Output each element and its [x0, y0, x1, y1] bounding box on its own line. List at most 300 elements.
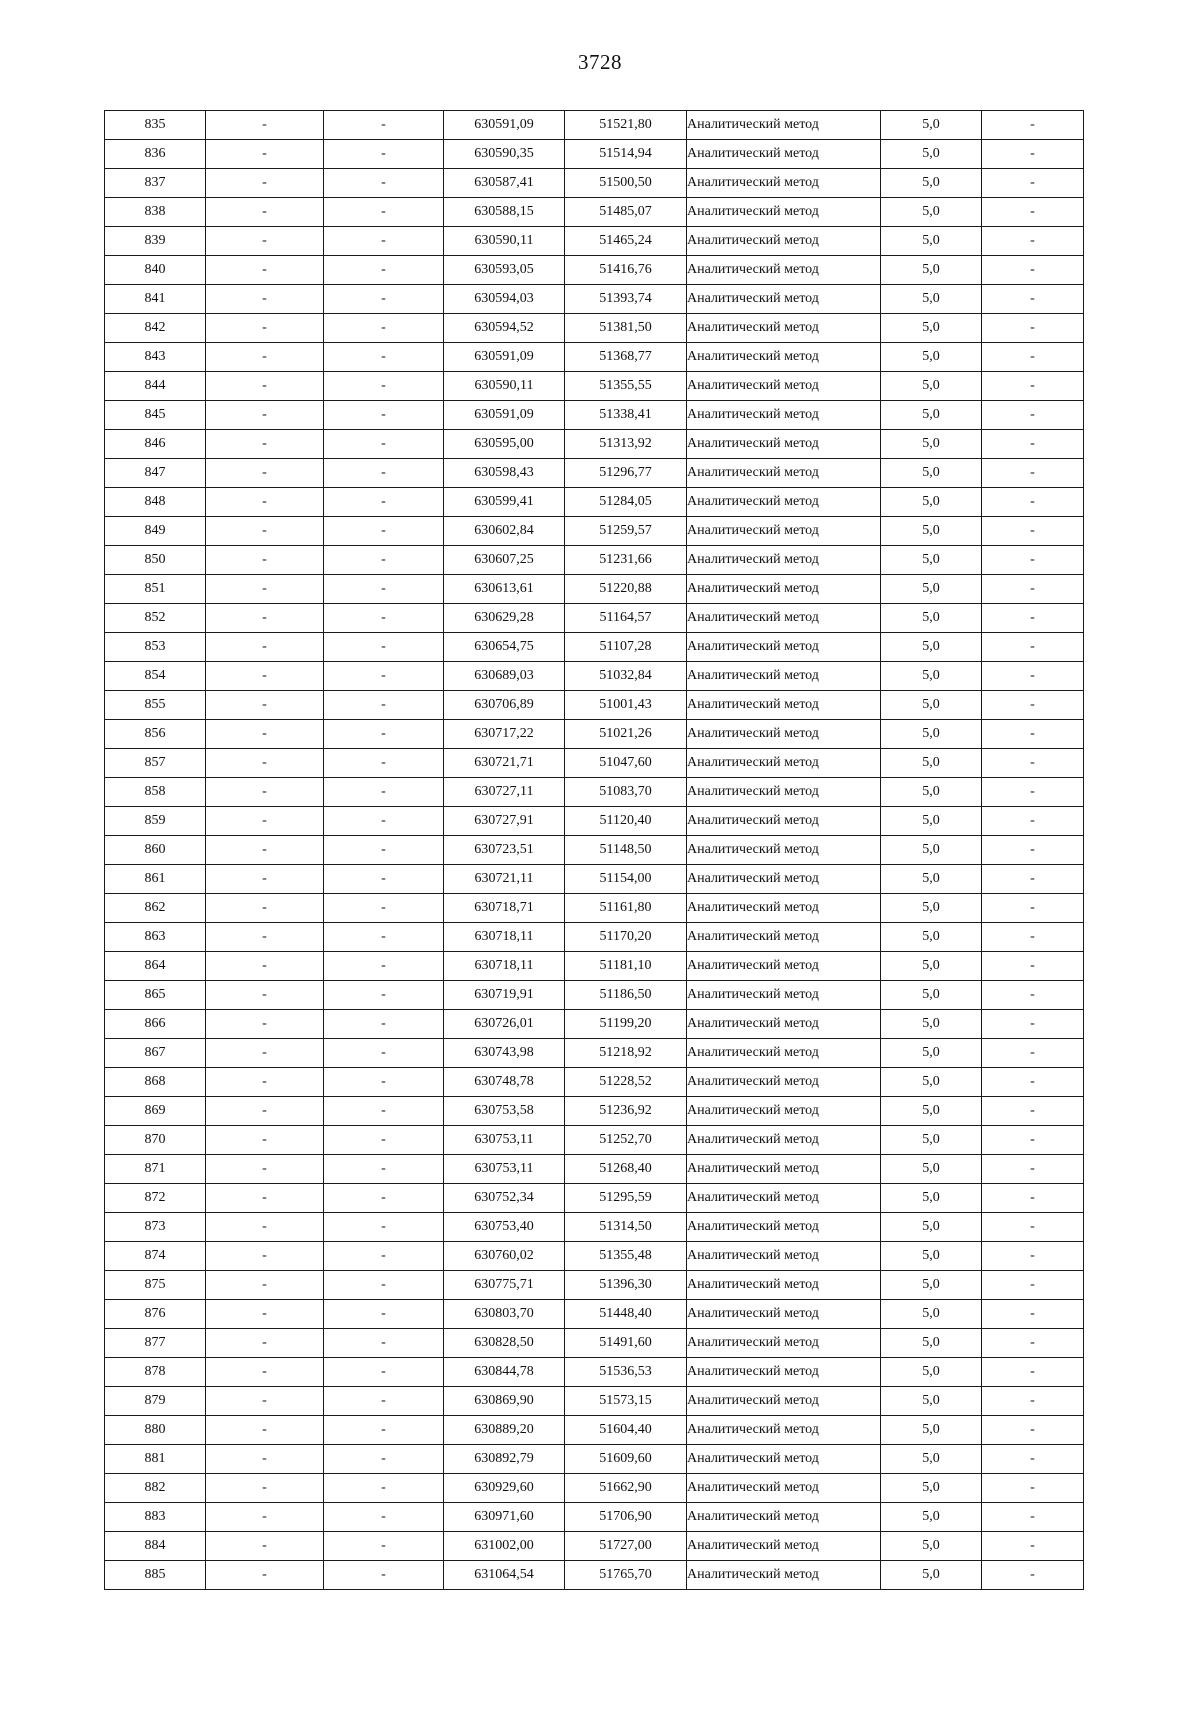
empty-cell: - — [324, 1242, 444, 1271]
table-row — [105, 1155, 1084, 1184]
table-row — [105, 111, 1084, 140]
empty-cell: - — [324, 1271, 444, 1300]
method-cell: Аналитический метод — [687, 1300, 881, 1329]
empty-cell: - — [206, 1213, 324, 1242]
empty-cell: - — [206, 343, 324, 372]
empty-cell: - — [324, 1329, 444, 1358]
x-coordinate-cell: 630727,91 — [444, 807, 565, 836]
empty-cell: - — [982, 1416, 1084, 1445]
empty-cell: - — [206, 1387, 324, 1416]
x-coordinate-cell: 630718,11 — [444, 923, 565, 952]
empty-cell: - — [206, 952, 324, 981]
error-cell: 5,0 — [881, 604, 982, 633]
x-coordinate-cell: 630721,11 — [444, 865, 565, 894]
table-row — [105, 1271, 1084, 1300]
x-coordinate-cell: 630590,11 — [444, 372, 565, 401]
method-cell: Аналитический метод — [687, 981, 881, 1010]
point-number-cell: 839 — [105, 227, 206, 256]
point-number-cell: 855 — [105, 691, 206, 720]
empty-cell: - — [324, 807, 444, 836]
x-coordinate-cell: 630595,00 — [444, 430, 565, 459]
empty-cell: - — [324, 1445, 444, 1474]
x-coordinate-cell: 630753,11 — [444, 1155, 565, 1184]
point-number-cell: 874 — [105, 1242, 206, 1271]
method-cell: Аналитический метод — [687, 1329, 881, 1358]
method-cell: Аналитический метод — [687, 256, 881, 285]
x-coordinate-cell: 630743,98 — [444, 1039, 565, 1068]
method-cell: Аналитический метод — [687, 1445, 881, 1474]
method-cell: Аналитический метод — [687, 488, 881, 517]
point-number-cell: 883 — [105, 1503, 206, 1532]
error-cell: 5,0 — [881, 459, 982, 488]
table-row — [105, 1126, 1084, 1155]
empty-cell: - — [206, 314, 324, 343]
empty-cell: - — [324, 662, 444, 691]
empty-cell: - — [206, 1561, 324, 1590]
method-cell: Аналитический метод — [687, 1155, 881, 1184]
empty-cell: - — [206, 459, 324, 488]
error-cell: 5,0 — [881, 1329, 982, 1358]
table-row — [105, 372, 1084, 401]
method-cell: Аналитический метод — [687, 1068, 881, 1097]
empty-cell: - — [324, 1213, 444, 1242]
y-coordinate-cell: 51107,28 — [565, 633, 687, 662]
point-number-cell: 851 — [105, 575, 206, 604]
empty-cell: - — [324, 1155, 444, 1184]
y-coordinate-cell: 51199,20 — [565, 1010, 687, 1039]
error-cell: 5,0 — [881, 314, 982, 343]
x-coordinate-cell: 630587,41 — [444, 169, 565, 198]
point-number-cell: 860 — [105, 836, 206, 865]
empty-cell: - — [982, 1126, 1084, 1155]
empty-cell: - — [206, 1097, 324, 1126]
error-cell: 5,0 — [881, 111, 982, 140]
table-row — [105, 778, 1084, 807]
point-number-cell: 853 — [105, 633, 206, 662]
empty-cell: - — [206, 894, 324, 923]
y-coordinate-cell: 51500,50 — [565, 169, 687, 198]
empty-cell: - — [982, 1387, 1084, 1416]
error-cell: 5,0 — [881, 1445, 982, 1474]
empty-cell: - — [324, 198, 444, 227]
empty-cell: - — [324, 169, 444, 198]
error-cell: 5,0 — [881, 1503, 982, 1532]
table-row — [105, 1213, 1084, 1242]
point-number-cell: 835 — [105, 111, 206, 140]
empty-cell: - — [324, 778, 444, 807]
empty-cell: - — [206, 1300, 324, 1329]
x-coordinate-cell: 630588,15 — [444, 198, 565, 227]
x-coordinate-cell: 630590,11 — [444, 227, 565, 256]
x-coordinate-cell: 630844,78 — [444, 1358, 565, 1387]
empty-cell: - — [982, 430, 1084, 459]
point-number-cell: 879 — [105, 1387, 206, 1416]
empty-cell: - — [324, 749, 444, 778]
error-cell: 5,0 — [881, 140, 982, 169]
method-cell: Аналитический метод — [687, 1126, 881, 1155]
point-number-cell: 861 — [105, 865, 206, 894]
y-coordinate-cell: 51047,60 — [565, 749, 687, 778]
table-row — [105, 865, 1084, 894]
x-coordinate-cell: 630726,01 — [444, 1010, 565, 1039]
empty-cell: - — [324, 111, 444, 140]
table-row — [105, 691, 1084, 720]
empty-cell: - — [206, 1532, 324, 1561]
x-coordinate-cell: 630971,60 — [444, 1503, 565, 1532]
empty-cell: - — [324, 488, 444, 517]
table-body — [105, 111, 1084, 1590]
table-row — [105, 401, 1084, 430]
y-coordinate-cell: 51609,60 — [565, 1445, 687, 1474]
error-cell: 5,0 — [881, 546, 982, 575]
empty-cell: - — [206, 749, 324, 778]
empty-cell: - — [982, 372, 1084, 401]
error-cell: 5,0 — [881, 1213, 982, 1242]
y-coordinate-cell: 51355,55 — [565, 372, 687, 401]
x-coordinate-cell: 630760,02 — [444, 1242, 565, 1271]
empty-cell: - — [206, 981, 324, 1010]
empty-cell: - — [324, 401, 444, 430]
method-cell: Аналитический метод — [687, 778, 881, 807]
empty-cell: - — [324, 1039, 444, 1068]
point-number-cell: 868 — [105, 1068, 206, 1097]
error-cell: 5,0 — [881, 1242, 982, 1271]
table-row — [105, 198, 1084, 227]
empty-cell: - — [206, 1416, 324, 1445]
empty-cell: - — [324, 1474, 444, 1503]
empty-cell: - — [324, 633, 444, 662]
x-coordinate-cell: 630590,35 — [444, 140, 565, 169]
empty-cell: - — [206, 285, 324, 314]
empty-cell: - — [982, 807, 1084, 836]
method-cell: Аналитический метод — [687, 314, 881, 343]
x-coordinate-cell: 630594,52 — [444, 314, 565, 343]
empty-cell: - — [324, 372, 444, 401]
method-cell: Аналитический метод — [687, 401, 881, 430]
empty-cell: - — [206, 1271, 324, 1300]
method-cell: Аналитический метод — [687, 749, 881, 778]
table-row — [105, 604, 1084, 633]
empty-cell: - — [982, 749, 1084, 778]
point-number-cell: 877 — [105, 1329, 206, 1358]
empty-cell: - — [324, 256, 444, 285]
x-coordinate-cell: 630607,25 — [444, 546, 565, 575]
page-number: 3728 — [578, 50, 622, 74]
empty-cell: - — [324, 575, 444, 604]
x-coordinate-cell: 631002,00 — [444, 1532, 565, 1561]
y-coordinate-cell: 51218,92 — [565, 1039, 687, 1068]
method-cell: Аналитический метод — [687, 169, 881, 198]
empty-cell: - — [982, 633, 1084, 662]
empty-cell: - — [324, 1068, 444, 1097]
y-coordinate-cell: 51228,52 — [565, 1068, 687, 1097]
method-cell: Аналитический метод — [687, 894, 881, 923]
x-coordinate-cell: 630718,11 — [444, 952, 565, 981]
empty-cell: - — [206, 604, 324, 633]
empty-cell: - — [324, 1416, 444, 1445]
method-cell: Аналитический метод — [687, 575, 881, 604]
method-cell: Аналитический метод — [687, 227, 881, 256]
method-cell: Аналитический метод — [687, 546, 881, 575]
table-row — [105, 1242, 1084, 1271]
x-coordinate-cell: 630591,09 — [444, 111, 565, 140]
error-cell: 5,0 — [881, 1561, 982, 1590]
empty-cell: - — [206, 1039, 324, 1068]
table-row — [105, 1097, 1084, 1126]
table-row — [105, 1068, 1084, 1097]
y-coordinate-cell: 51259,57 — [565, 517, 687, 546]
y-coordinate-cell: 51706,90 — [565, 1503, 687, 1532]
table-row — [105, 575, 1084, 604]
x-coordinate-cell: 630752,34 — [444, 1184, 565, 1213]
error-cell: 5,0 — [881, 836, 982, 865]
y-coordinate-cell: 51662,90 — [565, 1474, 687, 1503]
empty-cell: - — [324, 517, 444, 546]
empty-cell: - — [982, 720, 1084, 749]
point-number-cell: 866 — [105, 1010, 206, 1039]
empty-cell: - — [982, 1561, 1084, 1590]
point-number-cell: 847 — [105, 459, 206, 488]
empty-cell: - — [206, 865, 324, 894]
y-coordinate-cell: 51170,20 — [565, 923, 687, 952]
method-cell: Аналитический метод — [687, 430, 881, 459]
empty-cell: - — [982, 1155, 1084, 1184]
y-coordinate-cell: 51083,70 — [565, 778, 687, 807]
x-coordinate-cell: 630753,11 — [444, 1126, 565, 1155]
empty-cell: - — [982, 1474, 1084, 1503]
y-coordinate-cell: 51236,92 — [565, 1097, 687, 1126]
empty-cell: - — [206, 169, 324, 198]
error-cell: 5,0 — [881, 285, 982, 314]
empty-cell: - — [982, 488, 1084, 517]
empty-cell: - — [206, 1503, 324, 1532]
empty-cell: - — [206, 1329, 324, 1358]
error-cell: 5,0 — [881, 169, 982, 198]
point-number-cell: 856 — [105, 720, 206, 749]
table-row — [105, 807, 1084, 836]
error-cell: 5,0 — [881, 1271, 982, 1300]
error-cell: 5,0 — [881, 662, 982, 691]
method-cell: Аналитический метод — [687, 633, 881, 662]
x-coordinate-cell: 630929,60 — [444, 1474, 565, 1503]
empty-cell: - — [206, 923, 324, 952]
empty-cell: - — [982, 169, 1084, 198]
y-coordinate-cell: 51164,57 — [565, 604, 687, 633]
empty-cell: - — [324, 720, 444, 749]
empty-cell: - — [206, 256, 324, 285]
empty-cell: - — [206, 488, 324, 517]
point-number-cell: 884 — [105, 1532, 206, 1561]
x-coordinate-cell: 631064,54 — [444, 1561, 565, 1590]
point-number-cell: 880 — [105, 1416, 206, 1445]
y-coordinate-cell: 51727,00 — [565, 1532, 687, 1561]
empty-cell: - — [982, 1445, 1084, 1474]
empty-cell: - — [982, 285, 1084, 314]
y-coordinate-cell: 51368,77 — [565, 343, 687, 372]
point-number-cell: 848 — [105, 488, 206, 517]
table-row — [105, 662, 1084, 691]
method-cell: Аналитический метод — [687, 1271, 881, 1300]
error-cell: 5,0 — [881, 198, 982, 227]
table-row — [105, 343, 1084, 372]
x-coordinate-cell: 630593,05 — [444, 256, 565, 285]
y-coordinate-cell: 51161,80 — [565, 894, 687, 923]
error-cell: 5,0 — [881, 720, 982, 749]
method-cell: Аналитический метод — [687, 140, 881, 169]
table-row — [105, 952, 1084, 981]
table-row — [105, 749, 1084, 778]
empty-cell: - — [324, 1126, 444, 1155]
empty-cell: - — [206, 720, 324, 749]
table-row — [105, 1561, 1084, 1590]
point-number-cell: 841 — [105, 285, 206, 314]
error-cell: 5,0 — [881, 1532, 982, 1561]
table-row — [105, 923, 1084, 952]
empty-cell: - — [206, 1010, 324, 1039]
method-cell: Аналитический метод — [687, 1503, 881, 1532]
error-cell: 5,0 — [881, 401, 982, 430]
empty-cell: - — [206, 1155, 324, 1184]
table-row — [105, 1532, 1084, 1561]
method-cell: Аналитический метод — [687, 1416, 881, 1445]
table-row — [105, 1358, 1084, 1387]
coordinates-table — [104, 110, 1084, 1590]
table-row — [105, 1387, 1084, 1416]
y-coordinate-cell: 51220,88 — [565, 575, 687, 604]
error-cell: 5,0 — [881, 981, 982, 1010]
empty-cell: - — [206, 198, 324, 227]
empty-cell: - — [206, 807, 324, 836]
empty-cell: - — [324, 1300, 444, 1329]
method-cell: Аналитический метод — [687, 198, 881, 227]
method-cell: Аналитический метод — [687, 343, 881, 372]
table-row — [105, 836, 1084, 865]
empty-cell: - — [982, 256, 1084, 285]
empty-cell: - — [324, 1561, 444, 1590]
empty-cell: - — [982, 459, 1084, 488]
error-cell: 5,0 — [881, 1358, 982, 1387]
empty-cell: - — [982, 1358, 1084, 1387]
method-cell: Аналитический метод — [687, 952, 881, 981]
error-cell: 5,0 — [881, 865, 982, 894]
empty-cell: - — [982, 1184, 1084, 1213]
empty-cell: - — [982, 1329, 1084, 1358]
point-number-cell: 875 — [105, 1271, 206, 1300]
empty-cell: - — [982, 1097, 1084, 1126]
empty-cell: - — [982, 140, 1084, 169]
table-row — [105, 488, 1084, 517]
x-coordinate-cell: 630748,78 — [444, 1068, 565, 1097]
error-cell: 5,0 — [881, 1126, 982, 1155]
error-cell: 5,0 — [881, 1387, 982, 1416]
table-row — [105, 256, 1084, 285]
x-coordinate-cell: 630719,91 — [444, 981, 565, 1010]
error-cell: 5,0 — [881, 256, 982, 285]
method-cell: Аналитический метод — [687, 1387, 881, 1416]
empty-cell: - — [206, 1184, 324, 1213]
empty-cell: - — [982, 923, 1084, 952]
point-number-cell: 881 — [105, 1445, 206, 1474]
error-cell: 5,0 — [881, 894, 982, 923]
empty-cell: - — [206, 1474, 324, 1503]
error-cell: 5,0 — [881, 488, 982, 517]
method-cell: Аналитический метод — [687, 1561, 881, 1590]
y-coordinate-cell: 51381,50 — [565, 314, 687, 343]
x-coordinate-cell: 630689,03 — [444, 662, 565, 691]
empty-cell: - — [324, 1532, 444, 1561]
table-row — [105, 459, 1084, 488]
y-coordinate-cell: 51296,77 — [565, 459, 687, 488]
table-row — [105, 1445, 1084, 1474]
error-cell: 5,0 — [881, 778, 982, 807]
empty-cell: - — [324, 691, 444, 720]
error-cell: 5,0 — [881, 952, 982, 981]
y-coordinate-cell: 51295,59 — [565, 1184, 687, 1213]
x-coordinate-cell: 630753,58 — [444, 1097, 565, 1126]
empty-cell: - — [982, 662, 1084, 691]
empty-cell: - — [982, 401, 1084, 430]
empty-cell: - — [982, 111, 1084, 140]
empty-cell: - — [324, 1387, 444, 1416]
empty-cell: - — [324, 140, 444, 169]
table-row — [105, 1503, 1084, 1532]
empty-cell: - — [324, 894, 444, 923]
empty-cell: - — [982, 1532, 1084, 1561]
error-cell: 5,0 — [881, 749, 982, 778]
x-coordinate-cell: 630654,75 — [444, 633, 565, 662]
y-coordinate-cell: 51268,40 — [565, 1155, 687, 1184]
point-number-cell: 863 — [105, 923, 206, 952]
table-row — [105, 430, 1084, 459]
point-number-cell: 870 — [105, 1126, 206, 1155]
table-row — [105, 1300, 1084, 1329]
method-cell: Аналитический метод — [687, 1474, 881, 1503]
empty-cell: - — [982, 227, 1084, 256]
y-coordinate-cell: 51231,66 — [565, 546, 687, 575]
point-number-cell: 850 — [105, 546, 206, 575]
y-coordinate-cell: 51416,76 — [565, 256, 687, 285]
empty-cell: - — [206, 430, 324, 459]
table-row — [105, 1010, 1084, 1039]
empty-cell: - — [982, 604, 1084, 633]
empty-cell: - — [206, 778, 324, 807]
x-coordinate-cell: 630599,41 — [444, 488, 565, 517]
empty-cell: - — [206, 575, 324, 604]
method-cell: Аналитический метод — [687, 517, 881, 546]
table-row — [105, 1416, 1084, 1445]
method-cell: Аналитический метод — [687, 923, 881, 952]
empty-cell: - — [324, 1503, 444, 1532]
empty-cell: - — [206, 546, 324, 575]
x-coordinate-cell: 630727,11 — [444, 778, 565, 807]
x-coordinate-cell: 630775,71 — [444, 1271, 565, 1300]
point-number-cell: 865 — [105, 981, 206, 1010]
x-coordinate-cell: 630889,20 — [444, 1416, 565, 1445]
table-row — [105, 517, 1084, 546]
error-cell: 5,0 — [881, 1155, 982, 1184]
method-cell: Аналитический метод — [687, 459, 881, 488]
empty-cell: - — [982, 1242, 1084, 1271]
table-row — [105, 285, 1084, 314]
x-coordinate-cell: 630591,09 — [444, 401, 565, 430]
table-row — [105, 227, 1084, 256]
point-number-cell: 867 — [105, 1039, 206, 1068]
point-number-cell: 840 — [105, 256, 206, 285]
method-cell: Аналитический метод — [687, 1010, 881, 1039]
y-coordinate-cell: 51393,74 — [565, 285, 687, 314]
empty-cell: - — [206, 1126, 324, 1155]
x-coordinate-cell: 630892,79 — [444, 1445, 565, 1474]
